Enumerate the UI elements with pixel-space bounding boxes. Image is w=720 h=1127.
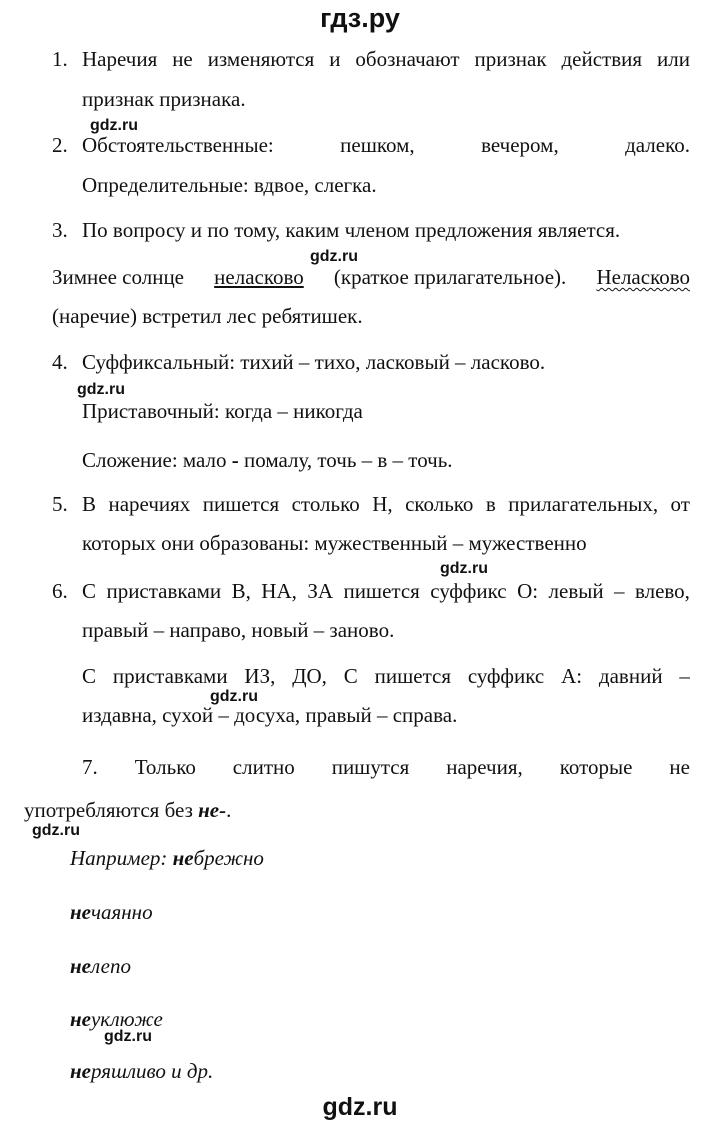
watermark: gdz.ru bbox=[210, 688, 258, 705]
item-6-line-1: С приставками В, НА, ЗА пишется суффикс О: левый – влево, bbox=[82, 579, 690, 603]
example-5: неряшливо и др. bbox=[70, 1059, 214, 1083]
watermark: gdz.ru bbox=[310, 248, 358, 265]
item-6-number: 6. bbox=[52, 579, 68, 603]
watermark: gdz.ru bbox=[32, 822, 80, 839]
item-3-example-line-1: Зимнее солнце неласково (краткое прилагательное). Неласково bbox=[52, 265, 690, 289]
item-4-line-3: Сложение: мало - помалу, точь – в – точь. bbox=[82, 448, 453, 472]
item-1-line-1: Наречия не изменяются и обозначают признак действия или bbox=[82, 47, 690, 71]
item-6-line-2: правый – направо, новый – заново. bbox=[82, 618, 395, 642]
item-5-line-2: которых они образованы: мужественный – мужественно bbox=[82, 531, 587, 555]
example-3: нелепо bbox=[70, 954, 131, 978]
item-1-line-2: признак признака. bbox=[82, 87, 246, 111]
item-6-line-3: С приставками ИЗ, ДО, С пишется суффикс А: давний – bbox=[82, 664, 690, 688]
item-2-number: 2. bbox=[52, 133, 68, 157]
item-4-line-1: Суффиксальный: тихий – тихо, ласковый – ласково. bbox=[82, 350, 546, 374]
item-5-line-1: В наречиях пишется столько Н, сколько в прилагательных, от bbox=[82, 492, 690, 516]
site-footer-watermark: gdz.ru bbox=[322, 1093, 398, 1121]
watermark: gdz.ru bbox=[90, 117, 138, 134]
example-4: неуклюже bbox=[70, 1007, 163, 1031]
example-2: нечаянно bbox=[70, 900, 153, 924]
watermark: gdz.ru bbox=[77, 381, 125, 398]
watermark: gdz.ru bbox=[440, 560, 488, 577]
item-4-line-2: Приставочный: когда – никогда bbox=[82, 399, 363, 423]
item-2-line-2: Определительные: вдвое, слегка. bbox=[82, 173, 377, 197]
item-6-line-4: издавна, сухой – досуха, правый – справа. bbox=[82, 703, 458, 727]
item-3-example-line-2: (наречие) встретил лес ребятишек. bbox=[52, 304, 363, 328]
item-7-line-1: 7. Только слитно пишутся наречия, которые не bbox=[82, 755, 690, 779]
item-3-line-1: По вопросу и по тому, каким членом предложения является. bbox=[82, 218, 621, 242]
watermark: gdz.ru bbox=[104, 1028, 152, 1045]
item-2-line-1: Обстоятельственные: пешком, вечером, далеко. bbox=[82, 133, 690, 157]
item-1-number: 1. bbox=[52, 47, 68, 71]
item-4-number: 4. bbox=[52, 350, 68, 374]
site-header-title: гдз.ру bbox=[320, 3, 400, 33]
item-7-line-2: употребляются без не-. bbox=[24, 798, 232, 822]
example-1: Например: небрежно bbox=[70, 846, 264, 870]
item-3-number: 3. bbox=[52, 218, 68, 242]
item-5-number: 5. bbox=[52, 492, 68, 516]
